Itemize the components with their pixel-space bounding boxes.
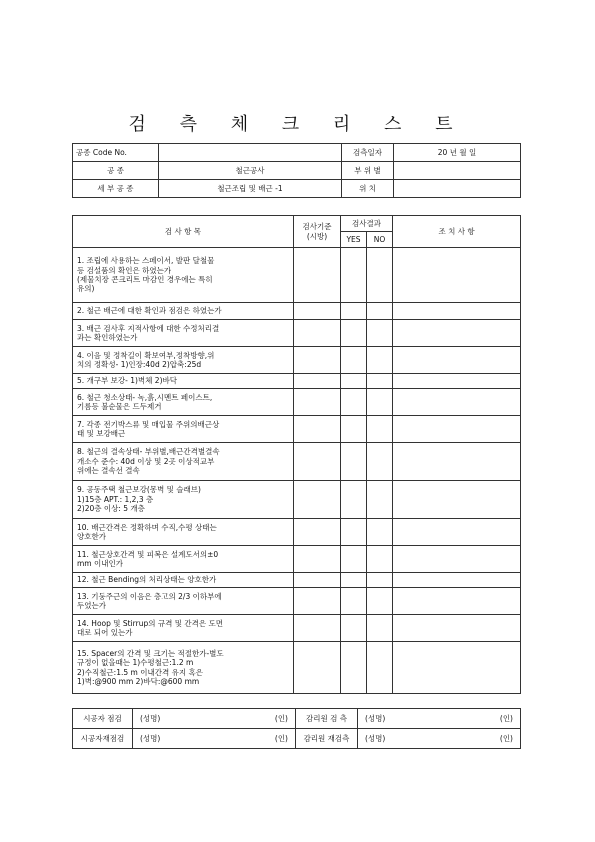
contractor-check-sign[interactable]	[133, 709, 296, 729]
criteria-cell[interactable]	[294, 320, 341, 347]
seal-placeholder: (인)	[499, 733, 513, 743]
criteria-header-line1: 검사기준	[302, 222, 332, 232]
criteria-cell[interactable]	[294, 416, 341, 443]
item-text: 8. 철근의 결속상태- 부위별,배근간격별결속 개소수 준수: 40d 이상 및 2곳 이상적교부 위에는 결속선 결속	[73, 443, 294, 481]
contractor-recheck-label: 시공자재점검	[73, 729, 133, 749]
criteria-cell[interactable]	[294, 546, 341, 573]
criteria-cell[interactable]	[294, 347, 341, 374]
inspection-item-row	[73, 347, 521, 374]
no-check-cell[interactable]	[367, 320, 393, 347]
inspection-item-row	[73, 248, 521, 303]
action-cell[interactable]	[393, 443, 521, 481]
inspection-item-row	[73, 573, 521, 588]
inspection-item-row	[73, 389, 521, 416]
inspection-items-table	[72, 215, 521, 694]
action-cell[interactable]	[393, 615, 521, 642]
criteria-cell[interactable]	[294, 389, 341, 416]
criteria-cell[interactable]	[294, 481, 341, 519]
action-cell[interactable]	[393, 303, 521, 320]
item-text: 4. 이음 및 정착길이 확보여부,정착방향,위 치의 정확성- 1)인장:40d 2)압축:25d	[73, 347, 294, 374]
yes-check-cell[interactable]	[341, 416, 367, 443]
no-check-cell[interactable]	[367, 303, 393, 320]
criteria-cell[interactable]	[294, 588, 341, 615]
yes-column-header: YES	[341, 232, 367, 248]
supervisor-inspect-sign[interactable]	[358, 709, 521, 729]
work-code-label: 공종 Code No.	[73, 144, 159, 162]
inspection-date-field[interactable]: 20 년 월 일	[394, 144, 521, 162]
criteria-cell[interactable]	[294, 519, 341, 546]
inspection-item-row	[73, 374, 521, 389]
criteria-column-header	[294, 216, 341, 248]
supervisor-inspect-label: 감리원 검 측	[296, 709, 358, 729]
inspection-item-row	[73, 303, 521, 320]
inspection-date-label: 검측일자	[342, 144, 394, 162]
action-cell[interactable]	[393, 642, 521, 694]
no-check-cell[interactable]	[367, 389, 393, 416]
no-check-cell[interactable]	[367, 248, 393, 303]
item-text: 5. 개구부 보강- 1)벽체 2)바닥	[73, 374, 294, 389]
location-field[interactable]	[394, 162, 521, 180]
no-check-cell[interactable]	[367, 443, 393, 481]
no-check-cell[interactable]	[367, 642, 393, 694]
signature-table	[72, 708, 521, 749]
supervisor-reinspect-sign[interactable]	[358, 729, 521, 749]
inspection-item-row	[73, 588, 521, 615]
item-text: 6. 철근 청소상태- 녹,흙,시멘트 페이스트, 기름등 불순물은 드두제거	[73, 389, 294, 416]
seal-placeholder: (인)	[499, 713, 513, 723]
inspection-item-row	[73, 615, 521, 642]
yes-check-cell[interactable]	[341, 588, 367, 615]
criteria-cell[interactable]	[294, 573, 341, 588]
item-text: 2. 철근 배근에 대한 확인과 점검은 하였는가	[73, 303, 294, 320]
yes-check-cell[interactable]	[341, 320, 367, 347]
action-column-header: 조 치 사 항	[393, 216, 521, 248]
no-check-cell[interactable]	[367, 416, 393, 443]
work-code-field[interactable]	[159, 144, 342, 162]
action-cell[interactable]	[393, 389, 521, 416]
inspection-item-row	[73, 443, 521, 481]
header-table	[72, 143, 521, 198]
item-text: 3. 배근 검사후 지적사항에 대한 수정처리결 과는 확인하였는가	[73, 320, 294, 347]
action-cell[interactable]	[393, 320, 521, 347]
yes-check-cell[interactable]	[341, 573, 367, 588]
item-text: 10. 배근간격은 정확하며 수직,수평 상태는 양호한가	[73, 519, 294, 546]
item-text: 13. 기둥주근의 이음은 층고의 2/3 이하부에 두었는가	[73, 588, 294, 615]
yes-check-cell[interactable]	[341, 389, 367, 416]
no-check-cell[interactable]	[367, 546, 393, 573]
yes-check-cell[interactable]	[341, 248, 367, 303]
yes-check-cell[interactable]	[341, 481, 367, 519]
criteria-cell[interactable]	[294, 248, 341, 303]
action-cell[interactable]	[393, 481, 521, 519]
yes-check-cell[interactable]	[341, 519, 367, 546]
action-cell[interactable]	[393, 374, 521, 389]
yes-check-cell[interactable]	[341, 374, 367, 389]
work-type-label: 공 종	[73, 162, 159, 180]
name-placeholder: (성명)	[365, 713, 386, 723]
item-text: 11. 철근상호간격 및 피복은 설계도서의±0 mm 이내인가	[73, 546, 294, 573]
seal-placeholder: (인)	[274, 733, 288, 743]
action-cell[interactable]	[393, 248, 521, 303]
yes-check-cell[interactable]	[341, 347, 367, 374]
no-column-header: NO	[367, 232, 393, 248]
no-check-cell[interactable]	[367, 588, 393, 615]
item-text: 15. Spacer의 간격 및 크기는 적절한가-별도 규정이 없을때는 1)수평철근:1.2 m 2)수직철근:1.5 m 이내간격 유지 혹은 1)벽:@900 mm 2)바닥:@600 mm	[73, 642, 294, 694]
no-check-cell[interactable]	[367, 615, 393, 642]
item-text: 14. Hoop 및 Stirrup의 규격 및 간격은 도면 대로 되어 있는가	[73, 615, 294, 642]
work-type-field[interactable]: 철근공사	[159, 162, 342, 180]
yes-check-cell[interactable]	[341, 443, 367, 481]
item-text: 7. 각종 전기박스류 및 매입물 주위의배근상 태 및 보강배근	[73, 416, 294, 443]
inspection-item-row	[73, 642, 521, 694]
supervisor-reinspect-label: 감리원 재검측	[296, 729, 358, 749]
sub-type-label: 세 부 공 종	[73, 180, 159, 198]
criteria-cell[interactable]	[294, 443, 341, 481]
action-cell[interactable]	[393, 588, 521, 615]
inspection-item-row	[73, 481, 521, 519]
position-field[interactable]	[394, 180, 521, 198]
item-column-header: 검 사 항 목	[73, 216, 294, 248]
action-cell[interactable]	[393, 519, 521, 546]
location-label: 부 위 별	[342, 162, 394, 180]
item-text: 1. 조립에 사용하는 스페이서, 발판 달철물 등 검설품의 확인은 하였는가 (제물치장 콘크리트 마감인 경우에는 특히 유의)	[73, 248, 294, 303]
seal-placeholder: (인)	[274, 713, 288, 723]
no-check-cell[interactable]	[367, 573, 393, 588]
inspection-item-row	[73, 416, 521, 443]
item-rows	[73, 248, 521, 694]
inspection-item-row	[73, 320, 521, 347]
criteria-cell[interactable]	[294, 374, 341, 389]
item-text: 9. 공동주택 철근보강(몽벽 및 슬래브) 1)15층 APT.: 1,2,3 층 2)20층 이상: 5 개층	[73, 481, 294, 519]
contractor-check-label: 시공자 점검	[73, 709, 133, 729]
action-cell[interactable]	[393, 416, 521, 443]
contractor-recheck-sign[interactable]	[133, 729, 296, 749]
yes-check-cell[interactable]	[341, 303, 367, 320]
criteria-cell[interactable]	[294, 303, 341, 320]
no-check-cell[interactable]	[367, 374, 393, 389]
action-cell[interactable]	[393, 347, 521, 374]
criteria-cell[interactable]	[294, 642, 341, 694]
name-placeholder: (성명)	[140, 733, 161, 743]
yes-check-cell[interactable]	[341, 615, 367, 642]
action-cell[interactable]	[393, 546, 521, 573]
inspection-item-row	[73, 546, 521, 573]
page-title: 검 측 체 크 리 스 트	[128, 114, 467, 135]
name-placeholder: (성명)	[140, 713, 161, 723]
name-placeholder: (성명)	[365, 733, 386, 743]
yes-check-cell[interactable]	[341, 546, 367, 573]
criteria-header-line2: (시방)	[306, 231, 328, 241]
position-label: 위 치	[342, 180, 394, 198]
result-column-header: 검사결과	[341, 216, 393, 232]
criteria-cell[interactable]	[294, 615, 341, 642]
yes-check-cell[interactable]	[341, 642, 367, 694]
item-text: 12. 철근 Bending의 처리상태는 양호한가	[73, 573, 294, 588]
action-cell[interactable]	[393, 573, 521, 588]
inspection-item-row	[73, 519, 521, 546]
no-check-cell[interactable]	[367, 347, 393, 374]
no-check-cell[interactable]	[367, 519, 393, 546]
sub-type-field[interactable]: 철근조립 및 배근 -1	[159, 180, 342, 198]
no-check-cell[interactable]	[367, 481, 393, 519]
